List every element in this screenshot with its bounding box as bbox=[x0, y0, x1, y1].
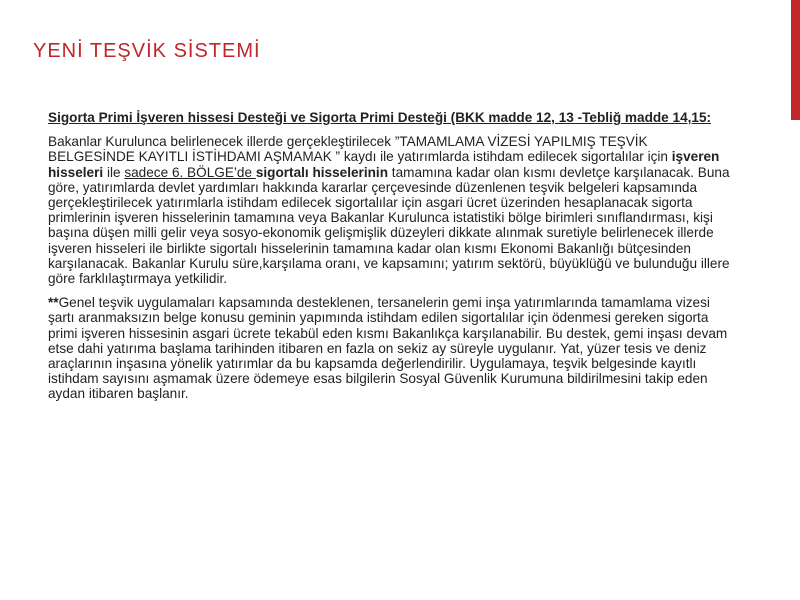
paragraph-1 bbox=[48, 134, 730, 286]
paragraph-2 bbox=[48, 295, 730, 401]
section-heading: Sigorta Primi İşveren hissesi Desteği ve Sigorta Primi Desteği (BKK madde 12, 13 -Tebliğ madde 14,15: bbox=[48, 110, 712, 125]
underlined-region-6: sadece 6. BÖLGE’de bbox=[124, 164, 256, 180]
paragraph-2-text: Genel teşvik uygulamaları kapsamında desteklenen, tersanelerin gemi inşa yatırımlarında tamamlama vizesi şartı aranmaksızın belge konusu geminin yapımında istihdam edilen sigortalılar için ödenmesi gereken sigorta primi işveren hissesinin asgari ücrete tekabül eden kısmı Bakanlıkça karşılanabilir. Bu destek, gemi inşası devam etse dahi yatırıma başlama tarihinden itibaren en fazla on sekiz ay süreyle uygulanır. Yat, yüzer tesis ve deniz araçlarının inşasına yönelik yatırımlar da bu kapsamda değerlendirilir. Uygulamaya, teşvik belgesinde kayıtlı istihdam sayısını aşmamak üzere ödemeye esas bilgilerin Sosyal Güvenlik Kurumuna bildirilmesini takip eden aydan itibaren başlanır. bbox=[48, 295, 728, 402]
bold-term-employer-shares: işveren hisseleri bbox=[48, 149, 720, 180]
slide-content bbox=[48, 110, 730, 411]
paragraph-1-connector: ile bbox=[103, 164, 125, 180]
paragraph-1-text-end: tamamına kadar olan kısmı devletçe karşılanacak. Buna göre, yatırımlarda devlet yardımları hakkında kararlar çerçevesinde düzenlenen teşvik belgeleri kapsamında gerçekleştirilecek yatırımlarla istihdam edilecek sigortalılar için asgari ücret üzerinden hesaplanacak sigorta primlerinin işveren hisselerinin tamamına veya Bakanlar Kurulunca istatistiki bölge birimleri sınıflandırması, kişi başına düşen milli gelir veya sosyo-ekonomik gelişmişlik düzeyleri dikkate alınmak suretiyle belirlenecek illerde işveren hisseleri ile birlikte sigortalı hisselerinin tamamına kadar olan kısmı Ekonomi Bakanlığı bütçesinden karşılanacak. Bakanlar Kurulu süre,karşılama oranı, ve kapsamını; yatırım sektörü, büyüklüğü ve bulunduğu illere göre farklılaştırmaya yetkilidir. bbox=[48, 164, 730, 287]
paragraph-1-text-start: Bakanlar Kurulunca belirlenecek illerde gerçekleştirilecek ”TAMAMLAMA VİZESİ YAPILMIŞ TEŞVİK BELGESİNDE KAYITLI İSTİHDAMI AŞMAMAK ” kaydı ile yatırımlarda istihdam edilecek sigortalılar için bbox=[48, 134, 672, 165]
bold-term-insured-shares: sigortalı hisselerinin bbox=[255, 164, 389, 180]
slide-title: YENİ TEŞVİK SİSTEMİ bbox=[33, 40, 261, 62]
paragraph-2-marker: ** bbox=[48, 295, 59, 311]
accent-bar bbox=[791, 0, 800, 120]
